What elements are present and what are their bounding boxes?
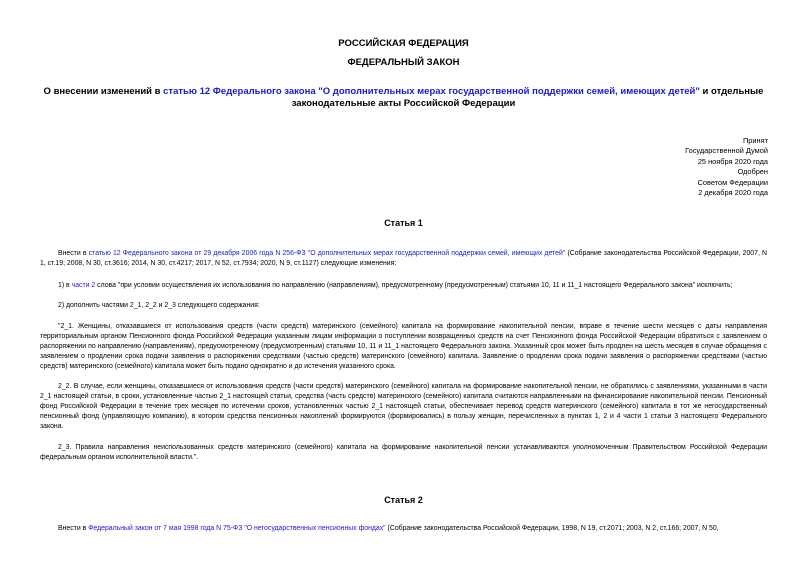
title-suffix: и отдельные законодательные акты Российской Федерации — [291, 86, 764, 109]
a2p1-suffix: (Собрание законодательства Российской Федерации, 1998, N 19, ст.2071; 2003, N 2, ст.166; 2007, N 50, — [385, 525, 719, 532]
article-1-part-2-1 — [40, 322, 767, 372]
a1p1-prefix: Внести в — [58, 250, 89, 257]
article-1-item-2 — [40, 301, 767, 311]
article-1-part-2-3 — [40, 443, 767, 463]
adopted-date: 25 ноября 2020 года — [697, 156, 768, 166]
title-link[interactable]: статью 12 Федерального закона "О дополнительных мерах государственной поддержки семей, имеющих детей" — [163, 86, 700, 97]
adopted-label: Принят — [742, 136, 768, 145]
a2p1-prefix: Внести в — [58, 525, 89, 532]
a1p6-text: 2_3. Правила направления неиспользованных средств материнского (семейного) капитала на формирование накопительной пенсии устанавливаются уполномоченным Правительством Российской Федерации федеральным органом исполнительной власти.". — [40, 444, 767, 461]
a1p2-suffix: слова "при условии осуществления их использования по направлению (направлениям), предусмотренному (предусмотренным) статьями 10, 11 и 11_1 настоящего Федерального закона" исключить; — [95, 282, 733, 289]
a2p1-link[interactable]: Федеральный закон от 7 мая 1998 года N 75-ФЗ "О негосударственных пенсионных фондах" — [88, 525, 386, 532]
adopted-by: Государственной Думой — [685, 146, 768, 156]
federation-heading: РОССИЙСКАЯ ФЕДЕРАЦИЯ — [338, 38, 469, 49]
a1p3-text: 2) дополнить частями 2_1, 2_2 и 2_3 следующего содержания: — [58, 302, 260, 309]
a1p2-prefix: 1) в — [58, 282, 72, 289]
article-1-paragraph-intro — [40, 249, 767, 269]
approved-by: Советом Федерации — [697, 177, 768, 187]
approved-date: 2 декабря 2020 года — [698, 188, 768, 198]
a1p1-link[interactable]: статью 12 Федерального закона от 29 декабря 2006 года N 256-ФЗ "О дополнительных мерах государственной поддержки семей, имеющих детей" — [88, 250, 566, 257]
a1p2-link[interactable]: части 2 — [71, 282, 96, 289]
article-1-heading: Статья 1 — [384, 218, 423, 228]
a1p4-text: "2_1. Женщины, отказавшиеся от использования средств (части средств) материнского (семейного) капитала на формирование накопительной пенсии, вправе в течение шести месяцев с даты направления территориальным органом Пенсионного фонда Российской Федерации указанным лицам информации о поступлении возвращенных средств на счет Пенсионного фонда Российской Федерации обратиться с заявлением о распоряжении по направлению (направлениям), предусмотренному (предусмотренным) статьями 10, 11 и 11_1 настоящего Федерального закона. Указанный срок может быть продлен на шесть месяцев в случае обращения с заявлением о продлении срока подачи заявления о распоряжении средствами (частью средств) материнского (семейного) капитала. Заявление о продлении срока подачи заявления о распоряжении средствами (частью средств) материнского (семейного) капитала может быть подано однократно и до истечения указанного срока. — [40, 323, 767, 370]
article-2-heading: Статья 2 — [384, 495, 423, 505]
title-prefix: О внесении изменений в — [43, 86, 164, 97]
a1p1-suffix: (Собрание законодательства Российской Федерации, 2007, N 1, ст.19; 2008, N 30, ст.3616; 2014, N 30, ст.4217; 2017, N 52, ст.7934; 2020, N 9, ст.1127) следующие изменения: — [40, 250, 767, 267]
law-title — [40, 86, 767, 110]
article-1-item-1 — [40, 281, 767, 291]
adoption-block — [588, 136, 768, 198]
a1p5-text: 2_2. В случае, если женщины, отказавшиеся от использования средств (части средств) материнского (семейного) капитала на формирование накопительной пенсии, не обратились с заявлениями, указанными в части 2_1 настоящей статьи, в сроки, установленные частью 2_1 настоящей статьи, средства (часть средств) материнского (семейного) капитала считаются направленными на финансирование накопительной пенсии. Пенсионный фонд Российской Федерации в течение трех месяцев по истечении сроков, установленных частью 2_1 настоящей статьи, обеспечивает перевод средств материнского (семейного) капитала в тот же негосударственный пенсионный фонд (управляющую компанию), в котором средства пенсионных накоплений формируются (формировались) в пользу женщин, перечисленных в пунктах 1, 2 и 4 части 1 статьи 3 настоящего Федерального закона. — [40, 383, 767, 430]
article-1-part-2-2 — [40, 382, 767, 432]
law-type-heading: ФЕДЕРАЛЬНЫЙ ЗАКОН — [347, 57, 460, 68]
approved-label: Одобрен — [737, 167, 768, 177]
article-2-paragraph-intro — [40, 524, 767, 534]
